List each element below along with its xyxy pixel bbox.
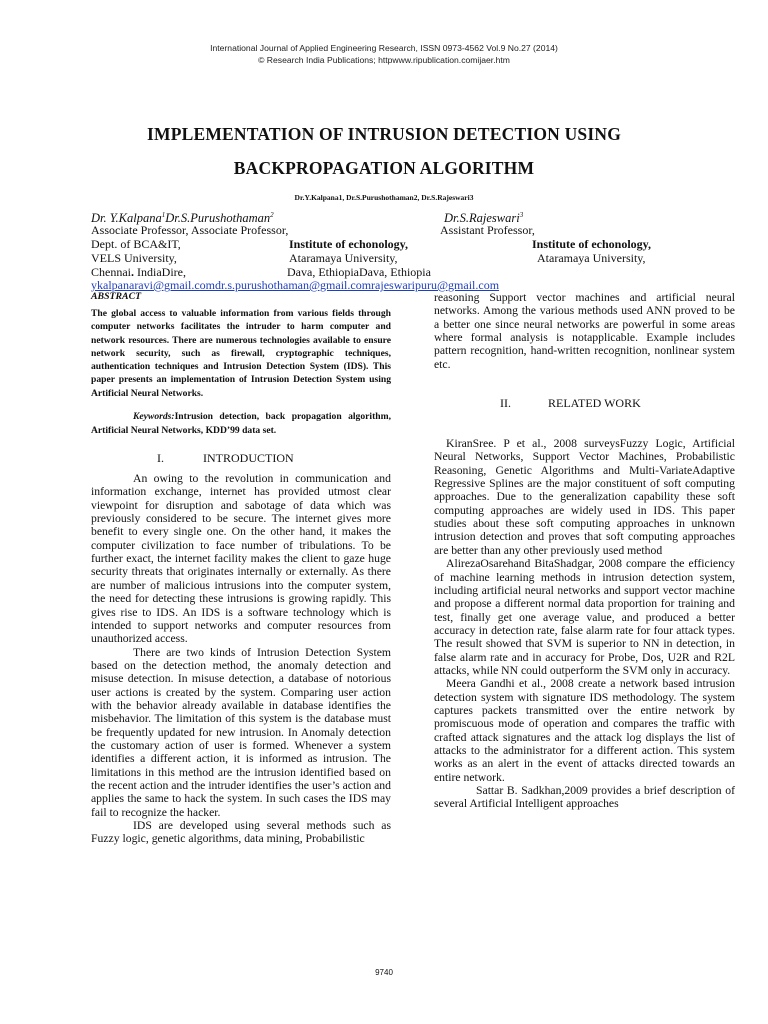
aff-chennai-b: IndiaDire, <box>134 265 186 279</box>
intro-paragraph-3: IDS are developed using several methods such as Fuzzy logic, genetic algorithms, data mining, Probabilistic <box>91 819 391 846</box>
author-1: Dr. Y.Kalpana <box>91 211 162 226</box>
author-1-sup: 1 <box>161 211 166 219</box>
aff-dava: Dava, EthiopiaDava, Ethiopia <box>287 265 431 279</box>
introduction-heading <box>91 451 391 465</box>
intro-paragraph-2: There are two kinds of Intrusion Detection System based on the detection method, the anomaly detection and misuse detection. In misuse detection, a database of notorious user actions is created by the system. Comparing user action with the behavior already available in database identifies the misbehavior. The limitation of this system is the database must be frequently updated for new intrusion. In Anomaly detection the customary action of user is formed. Whenever a system identifies a different action, it is informed as intrusion. The limitations in this method are the intrusion identified based on the recent action and the intruder identifies the user’s action and applies the same to hack the system. In such cases the IDS may fail to recognize the hacker. <box>91 645 391 819</box>
author-3-sup: 3 <box>519 211 524 219</box>
keywords-text: Intrusion detection, back propagation algorithm, Artificial Neural Networks, KDD’99 data set. <box>91 411 391 437</box>
related-paragraph-3: Meera Gandhi et al., 2008 create a network based intrusion detection system with signature IDS methodology. The system captures packets transmitted over the entire network by promiscuous mode of operation and compares the traffic with crafted attack signatures and the attack log displays the list of attacks to the administrator for a different action. This system works as an alert in the event of attacks directed towards an entire network. <box>434 677 735 784</box>
author-2: Dr.S.Purushothaman <box>165 211 271 226</box>
aff-role-right: Assistant Professor, <box>440 223 535 237</box>
author-2-sup: 2 <box>270 211 274 219</box>
related-paragraph-4: Sattar B. Sadkhan,2009 provides a brief description of several Artificial Intelligent approaches <box>434 784 735 811</box>
left-column <box>91 291 391 846</box>
paper-title-line-2: BACKPROPAGATION ALGORITHM <box>233 158 535 178</box>
abstract-text: The global access to valuable information from various fields through computer networks facilitates the intruder to harm computer and network resources. There are numerous technologies available to ensure network security, such as firewall, cryptographic techniques, authentication techniques and Intrusion Detection System (IDS). This paper presents an implementation of Intrusion Detection System using Artificial Neural Networks. <box>91 308 391 399</box>
right-column-continuation: reasoning Support vector machines and artificial neural networks. Among the various methods used ANN proved to be a better one since neural networks are powerful in some areas where formal analysis is notapplicable. Example includes pattern recognition, hand-written recognition, nonlinear system etc. <box>434 291 735 371</box>
keywords-label: Keywords: <box>133 411 175 423</box>
keywords <box>91 410 391 438</box>
journal-header: International Journal of Applied Engineering Research, ISSN 0973-4562 Vol.9 No.27 (2014) <box>210 43 558 53</box>
author-emails-link[interactable]: ykalpanaravi@gmail.comdr.s.purushothaman@gmail.comrajeswaripuru@gmail.com <box>91 278 500 292</box>
author-3: Dr.S.Rajeswari <box>444 211 520 226</box>
aff-dept: Dept. of BCA&IT, <box>91 237 181 251</box>
aff-chennai-a: Chennai <box>91 265 131 279</box>
aff-institute-right: Institute of echonology, <box>532 237 652 251</box>
aff-role-left: Associate Professor, Associate Professor, <box>91 223 289 237</box>
related-work-body <box>434 437 735 811</box>
intro-paragraph-1: An owing to the revolution in communication and information exchange, internet has provided utmost clear viewpoint for disruption and sabotage of data which was previously considered to be secure. The internet gives more benefit to every single one. On the other hand, it makes the computer civilization to face number of tribulations. To be further exact, the internet facility makes the client to gaze huge security threats that originates internally or externally. As there are number of malicious intrusions into the computer system, the need for detecting these intrusions is growing rapidly. This gives rise to IDS. An IDS is a software technology which is intended to support networks and computer resources from unauthorized access. <box>91 472 391 646</box>
introduction-title: INTRODUCTION <box>203 451 294 466</box>
abstract-label: ABSTRACT <box>91 291 142 302</box>
right-column <box>434 291 735 811</box>
publisher-line: © Research India Publications; httpwww.ripublication.comijaer.htm <box>258 55 510 65</box>
aff-institute-mid: Institute of echonology, <box>289 237 409 251</box>
related-work-number: II. <box>500 396 511 411</box>
introduction-number: I. <box>157 451 164 466</box>
introduction-body <box>91 472 391 846</box>
author-summary-line: Dr.Y.Kalpana1, Dr.S.Purushothaman2, Dr.S.Rajeswari3 <box>294 193 474 202</box>
aff-ataramaya-right: Ataramaya University, <box>537 251 646 265</box>
related-paragraph-1: KiranSree. P et al., 2008 surveysFuzzy Logic, Artificial Neural Networks, Support Vector Machines, Probabilistic Reasoning, Genetic Algorithms and Multi-VariateAdaptive Regressive Splines are the major constituent of soft computing approaches. Due to the generalization capability these soft computing approaches are widely used in IDS. This paper studies about these soft computing approaches in unknown intrusion detection and proves that soft computing approaches are better than any other previously used method <box>434 437 735 557</box>
related-work-heading <box>434 396 735 410</box>
aff-chennai-dot: . <box>131 265 134 279</box>
aff-vels: VELS University, <box>91 251 177 265</box>
related-paragraph-2: AlirezaOsarehand BitaShadgar, 2008 compare the efficiency of machine learning methods in intrusion detection system, including artificial neural networks and support vector machine and propose a different normal data proportion for training and test, finally get one average value, and produced a better accuracy in detection rate, false alarm rate for four attack types. The result showed that SVM is superior to NN in detection, in false alarm rate and in accuracy for Probe, Dos, U2R and R2L attacks, while NN could outperform the SVM only in accuracy. <box>434 557 735 677</box>
page-number: 9740 <box>375 968 393 977</box>
aff-ataramaya-mid: Ataramaya University, <box>289 251 398 265</box>
related-work-title: RELATED WORK <box>548 396 641 411</box>
paper-title-line-1: IMPLEMENTATION OF INTRUSION DETECTION USING <box>146 124 622 144</box>
